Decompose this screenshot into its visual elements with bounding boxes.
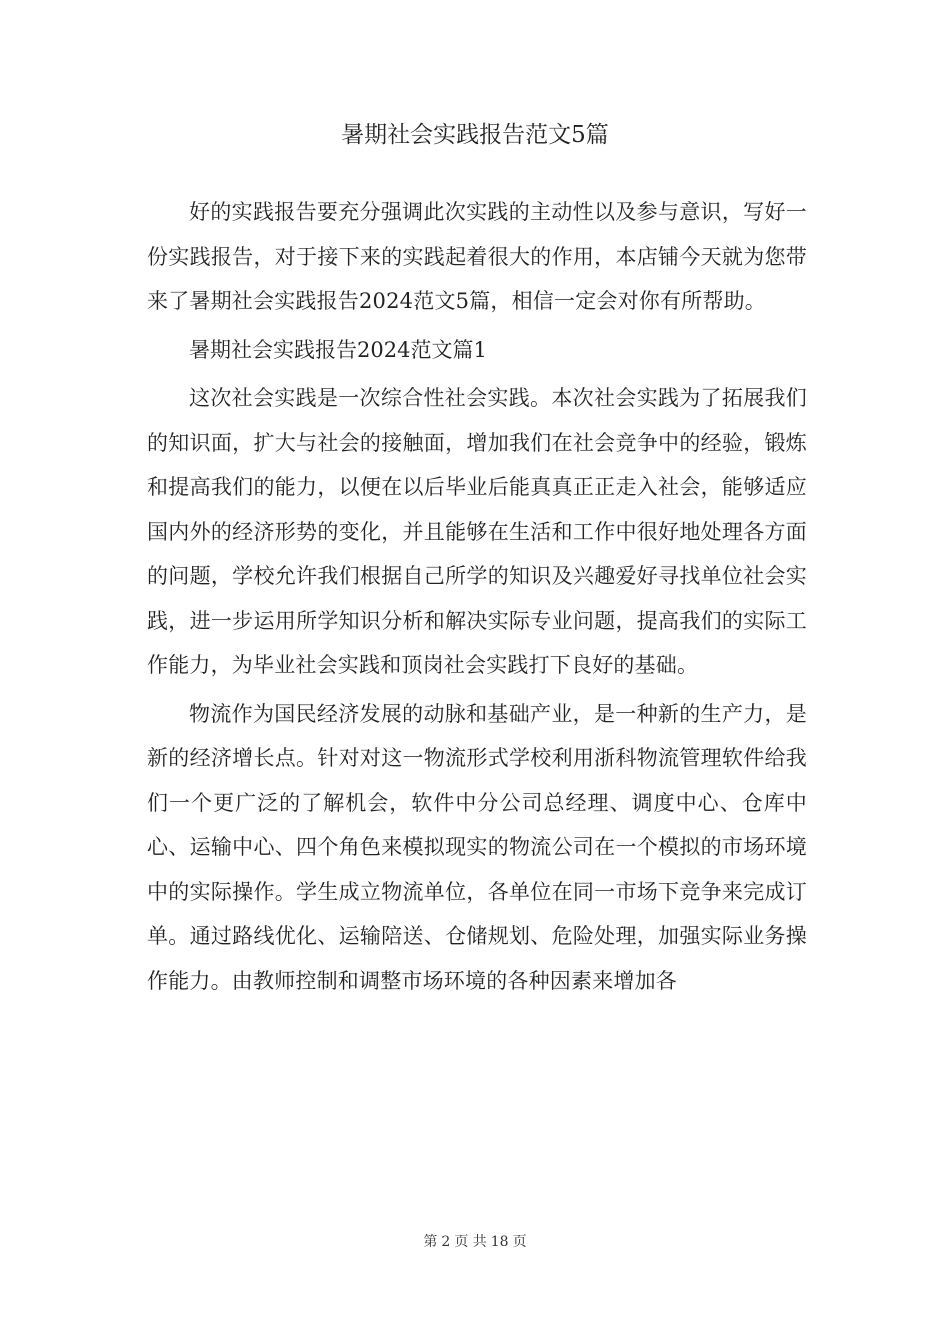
- section-heading: 暑期社会实践报告2024范文篇1: [189, 337, 487, 362]
- footer-current-page: 2: [441, 1234, 451, 1250]
- body-paragraph-1: 这次社会实践是一次综合性社会实践。本次社会实践为了拓展我们的知识面，扩大与社会的接触面，增加我们在社会竞争中的经验，锻炼和提高我们的能力，以便在以后毕业后能真真正正走入社会，能够适应国内外的经济形势的变化，并且能够在生活和工作中很好地处理各方面的问题，学校允许我们根据自己所学的知识及兴趣爱好寻找单位社会实践，进一步运用所学知识分析和解决实际专业问题，提高我们的实际工作能力，为毕业社会实践和顶岗社会实践打下良好的基础。: [147, 386, 807, 677]
- intro-paragraph: 好的实践报告要充分强调此次实践的主动性以及参与意识，写好一份实践报告，对于接下来的实践起着很大的作用，本店铺今天就为您带来了暑期社会实践报告2024范文5篇，相信一定会对你有所帮助。: [147, 200, 807, 313]
- page-footer: [0, 1232, 950, 1252]
- footer-prefix: 第: [423, 1234, 438, 1250]
- document-body: [147, 190, 807, 1007]
- footer-middle: 页 共: [454, 1234, 487, 1250]
- page-title: 暑期社会实践报告范文5篇: [341, 122, 609, 148]
- footer-suffix: 页: [512, 1234, 527, 1250]
- body-paragraph-2: 物流作为国民经济发展的动脉和基础产业，是一种新的生产力，是新的经济增长点。针对对这一物流形式学校利用浙科物流管理软件给我们一个更广泛的了解机会，软件中分公司总经理、调度中心、仓库中心、运输中心、四个角色来模拟现实的物流公司在一个模拟的市场环境中的实际操作。学生成立物流单位，各单位在同一市场下竞争来完成订单。通过路线优化、运输陪送、仓储规划、危险处理，加强实际业务操作能力。由教师控制和调整市场环境的各种因素来增加各: [147, 701, 807, 993]
- footer-total-pages: 18: [490, 1234, 509, 1250]
